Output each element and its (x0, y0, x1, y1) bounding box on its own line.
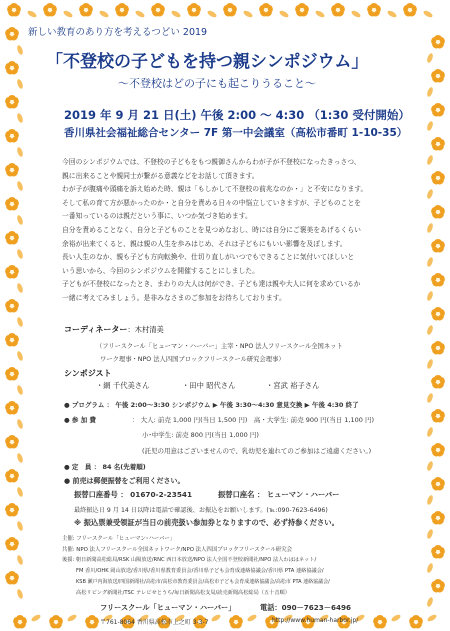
intro-line: 今回のシンポジウムでは、不登校の子どもをもつ親御さんからわが子が不登校になったきっさつ、 (62, 158, 361, 166)
flower-icon (430, 307, 445, 322)
flower-icon (4, 299, 19, 314)
organizer-line: FM 香川/OHK 岡山放送/香川県/香川県教育委員会/香川県子ども会育成連絡協議会/香川県 PTA 連絡協議会/ (76, 568, 324, 574)
leaf-icon (16, 316, 24, 327)
flower-icon (42, 3, 57, 18)
leaf-icon (134, 9, 145, 18)
leaf-icon (16, 452, 24, 463)
flower-icon (4, 503, 19, 518)
leaf-icon (170, 9, 181, 18)
leaf-icon (16, 180, 24, 191)
leaf-icon (426, 596, 434, 607)
flower-icon (430, 273, 445, 288)
leaf-icon (16, 146, 24, 157)
intro-line: 親に出来ることや親同士が繋がる意義などをお話して頂きます。 (62, 171, 259, 180)
leaf-icon (314, 9, 325, 18)
leaf-icon (16, 520, 24, 531)
flower-icon (330, 3, 345, 18)
flower-icon (430, 579, 445, 594)
page-subtitle: ～不登校はどの子にも起こりうること～ (118, 77, 316, 90)
leaf-icon (426, 222, 434, 233)
date-line: 2019 年 9 月 21 日(土) 午後 2:00 ～ 4:30 （1:30 受付開始） (64, 108, 410, 122)
leaf-icon (62, 9, 73, 18)
flower-icon (430, 341, 445, 356)
flower-icon (4, 197, 19, 212)
flower-icon (84, 615, 99, 630)
flower-icon (430, 477, 445, 492)
leaf-icon (426, 562, 434, 573)
venue-line: 香川県社会福祉総合センター 7F 第一中会議室（高松市番町 1-10-35） (64, 127, 408, 139)
account-name: 振替口座名 ： ヒューマン・ハーバー (218, 490, 340, 499)
intro-line: わが子が腹痛や頭痛を訴え始めた時、親は「もしかして不登校の前兆なのか・」と不安になります。 (62, 185, 368, 194)
leaf-icon (16, 588, 24, 599)
flower-icon (4, 265, 19, 280)
flower-icon (4, 367, 19, 382)
intro-text (62, 156, 402, 306)
intro-line: 一番知っているのは親だという事に、いつか気づき始めます。 (62, 212, 252, 221)
flower-icon (430, 511, 445, 526)
symposist-name: ・田中 昭代さん (182, 381, 236, 390)
fee-line: 小･中学生: 前売 800 円(当日 1,000 円) (142, 431, 259, 439)
leaf-icon (426, 392, 434, 403)
leaf-icon (16, 282, 24, 293)
leaf-icon (16, 384, 24, 395)
capacity-line: ● 定 員 ： 84 名(先着順) (64, 463, 146, 471)
flower-icon (402, 3, 417, 18)
flower-icon (4, 231, 19, 246)
intro-line: いう思いから、今回のシンポジウムを開催することにしました。 (62, 266, 259, 275)
flower-icon (4, 435, 19, 450)
leaf-icon (426, 120, 434, 131)
flower-icon (4, 129, 19, 144)
flower-icon (366, 3, 381, 18)
leaf-icon (386, 9, 397, 18)
leaf-icon (426, 426, 434, 437)
leaf-icon (422, 9, 433, 18)
organizer-line: KSB 瀬戸内海放送/四国新聞社/高松市/高松市教育委員会/高松市子ども会育成連絡協議会/高松市 PTA 連絡協議会/ (76, 579, 330, 585)
leaf-icon (426, 613, 437, 622)
flower-icon (430, 239, 445, 254)
coordinator-role: （フリースクール「ヒューマン・ハーバー」主宰・NPO 法人フリースクール全国ネット (96, 343, 343, 350)
leaf-icon (426, 86, 434, 97)
flower-icon (150, 3, 165, 18)
flower-icon (222, 3, 237, 18)
intro-line: 自分を責めることなく、自分と子どものことを見つめなおし、時には自分にご褒美をあげるくらい (62, 225, 361, 234)
flower-icon (430, 103, 445, 118)
flower-icon (48, 615, 63, 630)
leaf-icon (26, 9, 37, 18)
flower-icon (78, 3, 93, 18)
leaf-icon (426, 324, 434, 335)
leaf-icon (426, 256, 434, 267)
flower-icon (228, 615, 243, 630)
flower-icon (430, 409, 445, 424)
leaf-icon (16, 78, 24, 89)
organizer-line: 後援: 朝日新聞高松総局/RSK 山陽放送/RNC 西日本放送/NPO 法人全国不登校新聞社/NPO 法人わははネット/ (62, 557, 317, 563)
flower-icon (430, 205, 445, 220)
coordinator-label: コーディネーター (64, 325, 128, 334)
deadline-note: 最終振込日 9 月 14 日以降は電話で確認後、お振込をお願いします。(℡:090-7623-6496) (74, 507, 328, 514)
fee-note: (託児の用意はございませんので、乳幼児を連れてのご参加はご遠慮ください。) (142, 447, 372, 455)
leaf-icon (98, 9, 109, 18)
receipt-note: ※ 振込票兼受領証が当日の前売扱い参加券となりますので、必ず持参ください。 (74, 518, 339, 527)
coordinator-name: ：木村清美 (127, 325, 164, 334)
symposist-name: ・宮武 裕子さん (266, 381, 320, 390)
footer-phone: 電話：090－7623－6496 (260, 603, 351, 612)
flower-icon (430, 545, 445, 560)
leaf-icon (426, 154, 434, 165)
page-title: 「不登校の子どもを持つ親シンポジウム」 (46, 52, 369, 72)
series-label: 新しい教育のあり方を考えるつどい 2019 (28, 27, 208, 38)
flower-icon (186, 3, 201, 18)
leaf-icon (390, 613, 401, 622)
leaf-icon (16, 350, 24, 361)
leaf-icon (246, 613, 257, 622)
leaf-icon (350, 9, 361, 18)
flower-icon (258, 3, 273, 18)
leaf-icon (16, 418, 24, 429)
flower-icon (430, 443, 445, 458)
leaf-icon (426, 460, 434, 471)
fee-label: ● 参 加 費 (64, 416, 96, 424)
flower-icon (4, 469, 19, 484)
flower-icon (430, 137, 445, 152)
flower-icon (430, 35, 445, 50)
leaf-icon (426, 528, 434, 539)
flower-icon (4, 571, 19, 586)
account-number: 振替口座番号 ： 01670-2-23541 (74, 490, 193, 499)
flower-icon (4, 61, 19, 76)
flower-icon (4, 333, 19, 348)
leaf-icon (426, 358, 434, 369)
leaf-icon (426, 290, 434, 301)
flower-icon (12, 615, 27, 630)
intro-line: 子どもが不登校になったとき、まわりの大人は何ができ、子ども達は親や大人に何を求めているか (62, 280, 361, 289)
symposist-name: ・網 千代美さん (96, 381, 150, 390)
flower-icon (430, 69, 445, 84)
program-line: ● プログラム ： 午後 2:00～3:30 シンポジウム ▶ 午後 3:30～4:30 意見交換 ▶ 午後 4:30 終了 (64, 401, 359, 409)
flower-icon (6, 3, 21, 18)
leaf-icon (16, 554, 24, 565)
postal-notice: ● 前売は郵便振替をご利用ください。 (64, 477, 185, 485)
footer-address: 〒761-8064 香川県高松市上之町 3-3-7 (100, 619, 209, 626)
footer-org: フリースクール「ヒューマン・ハーバー」 (100, 603, 236, 612)
leaf-icon (66, 613, 77, 622)
flower-icon (114, 3, 129, 18)
leaf-icon (210, 613, 221, 622)
leaf-icon (16, 486, 24, 497)
leaf-icon (426, 188, 434, 199)
flower-icon (408, 615, 423, 630)
flower-icon (4, 95, 19, 110)
flower-icon (4, 163, 19, 178)
fee-line: ： 大人: 前売 1,000 円(当日 1,500 円) 高・大学生: 前売 900 円(当日 1,100 円) (132, 416, 374, 424)
footer-url[interactable]: http://www.human-harbor.jp/ (272, 617, 359, 624)
symposists-heading: シンポジスト (64, 369, 112, 378)
leaf-icon (426, 494, 434, 505)
flower-icon (372, 615, 387, 630)
organizer-line: 共催: NPO 法人フリースクール全国ネットワーク/NPO 法人四国ブロックフリースクール研究会 (62, 547, 292, 553)
flower-icon (294, 3, 309, 18)
flower-icon (4, 27, 19, 42)
intro-line: 長い人生のなか、親も子ども方向転換や、仕切り直しがいつでもできることに気付いてほしいと (62, 253, 355, 262)
organizer-line: 高松リビング新聞社/TSC テレビせとうち/毎日新聞高松支局/読売新聞高松総局（五十音順） (76, 590, 290, 596)
flower-icon (430, 375, 445, 390)
intro-line: 一緒に考えてみましょう。是非みなさまのご参加をお待ちしております。 (62, 293, 286, 302)
coordinator-role: ワーク理事・NPO 法人四国ブロックフリースクール研究会理事） (100, 356, 285, 363)
organizer-line: 主催: フリースクール「ヒューマン･ハーバー」 (62, 536, 176, 542)
intro-line: 余裕が出来てくると、親は親の人生を歩みはじめ、それは子どもにもいい影響を及ぼします。 (62, 239, 347, 248)
leaf-icon (16, 112, 24, 123)
leaf-icon (278, 9, 289, 18)
leaf-icon (16, 248, 24, 259)
leaf-icon (206, 9, 217, 18)
flower-icon (430, 171, 445, 186)
flower-icon (4, 537, 19, 552)
leaf-icon (30, 613, 41, 622)
leaf-icon (426, 52, 434, 63)
leaf-icon (16, 214, 24, 225)
leaf-icon (16, 44, 24, 55)
intro-line: そして私の育て方が悪かったのか・と自分を責める日々の中悩立していきますが、子どものことを (62, 198, 362, 207)
flower-icon (4, 401, 19, 416)
coordinator-heading (64, 324, 164, 335)
leaf-icon (242, 9, 253, 18)
